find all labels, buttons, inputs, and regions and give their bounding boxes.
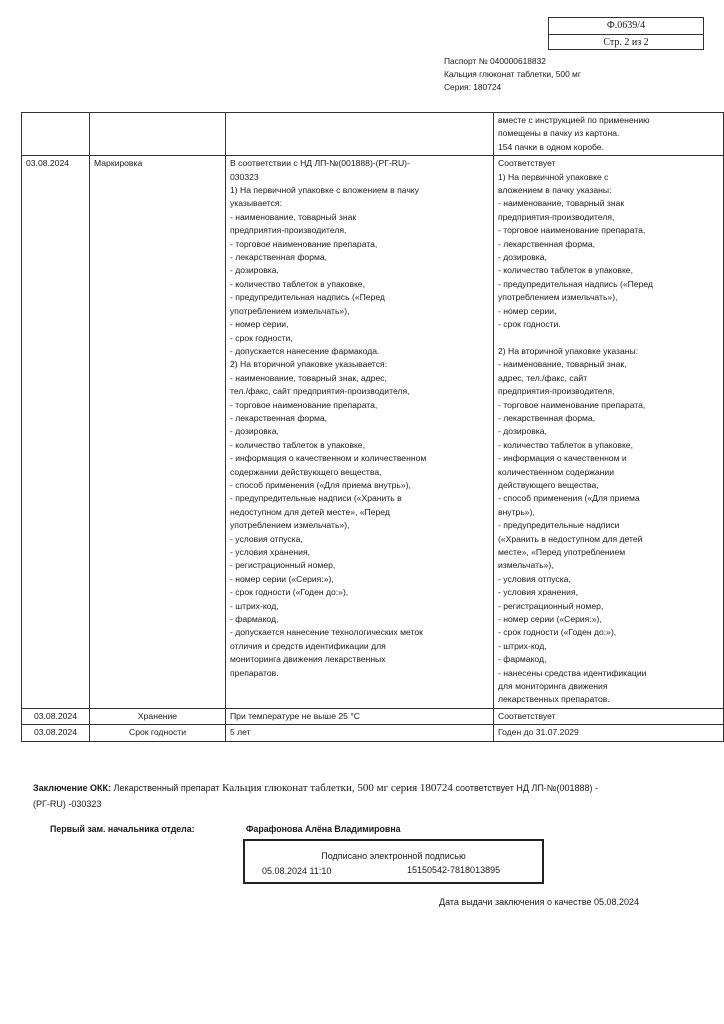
text-line: - торговое наименование препарата, — [230, 238, 378, 249]
text-line: - фармакод, — [230, 614, 279, 625]
text-line: вложением в пачку указаны: — [498, 185, 612, 196]
text-line: - предупредительные надписи («Хранить в — [230, 493, 402, 504]
issue-date: Дата выдачи заключения о качестве 05.08.2024 — [439, 897, 639, 907]
text-line: предприятия-производителя, — [498, 386, 615, 397]
conclusion-text-before: Лекарственный препарат — [113, 783, 220, 793]
text-line: содержании действующего вещества, — [230, 466, 382, 477]
signer-name: Фарафонова Алёна Владимировна — [246, 824, 401, 834]
passport-product: Кальция глюконат таблетки, 500 мг — [444, 69, 581, 79]
passport-series: Серия: 180724 — [444, 82, 502, 92]
text-line — [498, 332, 719, 345]
text-line: 2) На вторичной упаковке указаны: — [498, 345, 639, 356]
text-line: - лекарственная форма, — [498, 238, 596, 249]
text-line: - информация о качественном и — [498, 453, 627, 464]
text-line: употреблением измельчать»), — [230, 520, 350, 531]
text-line: - лекарственная форма, — [230, 252, 328, 263]
text-line: - наименование, товарный знак, адрес, — [230, 372, 387, 383]
text-line: - лекарственная форма, — [498, 412, 596, 423]
text-line: Соответствует — [498, 158, 556, 169]
storage-name: Хранение — [90, 708, 226, 724]
text-line: - способ применения («Для приема — [498, 493, 640, 504]
text-line: - условия хранения, — [230, 547, 311, 557]
shelf-requirement: 5 лет — [226, 725, 494, 741]
text-line: - регистрационный номер, — [498, 600, 604, 611]
text-line: - срок годности. — [498, 319, 561, 330]
page-number: Стр. 2 из 2 — [603, 37, 649, 48]
text-line: - информация о качественном и количественном — [230, 453, 427, 464]
text-line: - номер серии, — [498, 305, 557, 316]
passport-number: Паспорт № 040000618832 — [444, 56, 546, 66]
conclusion-text-after: соответствует НД ЛП-№(001888) - — [455, 783, 598, 793]
text-line: - дозировка, — [498, 252, 547, 263]
text-line: - дозировка, — [230, 426, 279, 437]
text-line: 2) На вторичной упаковке указывается: — [230, 359, 388, 370]
text-line: - торговое наименование препарата, — [230, 399, 378, 410]
text-line: - предупредительные надписи — [498, 520, 620, 531]
signer-title: Первый зам. начальника отдела: — [50, 824, 195, 834]
conclusion-line2: (РГ-RU) -030323 — [33, 799, 102, 809]
text-line: предприятия-производителя, — [230, 225, 347, 236]
text-line: адрес, тел./факс, сайт — [498, 372, 588, 383]
text-line: внутрь»), — [498, 506, 535, 517]
text-line: месте», «Перед употреблением — [498, 547, 626, 557]
signature-id: 15150542-7818013895 — [407, 865, 501, 875]
text-line: - номер серии («Серия:»), — [230, 573, 334, 584]
text-line: - количество таблеток в упаковке, — [498, 439, 633, 450]
text-line: измельчать»), — [498, 560, 554, 571]
text-line: - лекарственная форма, — [230, 412, 328, 423]
text-line: - количество таблеток в упаковке, — [498, 265, 633, 276]
text-line: лекарственных препаратов. — [498, 694, 610, 705]
text-line: - допускается нанесение технологических меток — [230, 627, 423, 638]
packaging-result-cell — [494, 113, 724, 156]
text-line: - нанесены средства идентификации — [498, 667, 647, 678]
text-line: - торговое наименование препарата, — [498, 225, 646, 236]
text-line: употреблением измельчать»), — [498, 292, 618, 303]
signature-caption: Подписано электронной подписью — [321, 851, 466, 861]
text-line: В соответствии с НД ЛП-№(001888)-(РГ-RU)- — [230, 158, 410, 169]
storage-date: 03.08.2024 — [22, 708, 90, 724]
text-line: - наименование, товарный знак, — [498, 359, 627, 370]
shelf-result: Годен до 31.07.2029 — [494, 725, 724, 741]
text-line: отличия и средств идентификации для — [230, 640, 386, 651]
signature-datetime: 05.08.2024 11:10 — [262, 866, 332, 876]
text-line: мониторинга движения лекарственных — [230, 654, 386, 665]
text-line: - наименование, товарный знак — [498, 198, 625, 209]
text-line: - предупредительная надпись («Перед — [498, 278, 653, 289]
shelf-name: Срок годности — [90, 725, 226, 741]
shelf-date: 03.08.2024 — [22, 725, 90, 741]
text-line: - срок годности, — [230, 332, 293, 343]
table-row — [22, 725, 724, 741]
text-line: - наименование, товарный знак — [230, 211, 357, 222]
storage-requirement: При температуре не выше 25 °С — [226, 708, 494, 724]
text-line: - способ применения («Для приема внутрь»), — [230, 479, 411, 490]
text-line: 030323 — [230, 171, 259, 182]
marking-requirement — [226, 156, 494, 709]
text-line: - условия хранения, — [498, 587, 579, 598]
table-row — [22, 156, 724, 709]
text-line: количественном содержании — [498, 466, 614, 477]
text-line: - номер серии («Серия:»), — [498, 614, 602, 625]
results-table — [21, 112, 724, 742]
text-line: - срок годности («Годен до:»), — [498, 627, 617, 638]
text-line: 154 пачки в одном коробе. — [498, 141, 604, 152]
text-line: - торговое наименование препарата, — [498, 399, 646, 410]
table-row — [22, 708, 724, 724]
text-line: предприятия-производителя, — [498, 211, 615, 222]
electronic-signature-box — [243, 839, 544, 884]
text-line: - условия отпуска, — [230, 533, 303, 544]
marking-result — [494, 156, 724, 709]
conclusion — [33, 780, 673, 812]
text-line: - предупредительная надпись («Перед — [230, 292, 385, 303]
text-line: - дозировка, — [230, 265, 279, 276]
conclusion-label: Заключение ОКК: — [33, 783, 112, 793]
text-line: употреблением измельчать»), — [230, 305, 350, 316]
text-line: вместе с инструкцией по применению — [498, 115, 650, 125]
text-line: 1) На первичной упаковке с — [498, 171, 609, 182]
text-line: - штрих-код, — [230, 600, 279, 611]
text-line: действующего вещества, — [498, 479, 599, 490]
text-line: недоступном для детей месте», «Перед — [230, 506, 390, 517]
conclusion-product: Кальция глюконат таблетки, 500 мг серия 180724 — [222, 782, 453, 794]
text-line: - фармакод, — [498, 654, 547, 665]
text-line: для мониторинга движения — [498, 681, 608, 692]
marking-name: Маркировка — [90, 156, 226, 709]
text-line: указывается: — [230, 198, 282, 209]
text-line: - регистрационный номер, — [230, 560, 336, 571]
text-line: («Хранить в недоступном для детей — [498, 533, 643, 544]
text-line: - количество таблеток в упаковке, — [230, 439, 365, 450]
text-line: - штрих-код, — [498, 640, 547, 651]
text-line: препаратов. — [230, 667, 279, 678]
text-line: - дозировка, — [498, 426, 547, 437]
marking-date: 03.08.2024 — [22, 156, 90, 709]
text-line: - допускается нанесение фармакода. — [230, 345, 380, 356]
storage-result: Соответствует — [494, 708, 724, 724]
text-line: - условия отпуска, — [498, 573, 571, 584]
text-line: тел./факс, сайт предприятия-производителя, — [230, 386, 410, 397]
text-line: помещены в пачку из картона. — [498, 128, 620, 139]
passport-header — [444, 55, 581, 94]
text-line: - срок годности («Годен до:»), — [230, 587, 349, 598]
text-line: - количество таблеток в упаковке, — [230, 278, 365, 289]
text-line: 1) На первичной упаковке с вложением в пачку — [230, 185, 419, 196]
form-code-box — [548, 17, 704, 50]
table-row — [22, 113, 724, 156]
form-code: Ф.0639/4 — [549, 18, 703, 35]
text-line: - номер серии, — [230, 319, 289, 330]
